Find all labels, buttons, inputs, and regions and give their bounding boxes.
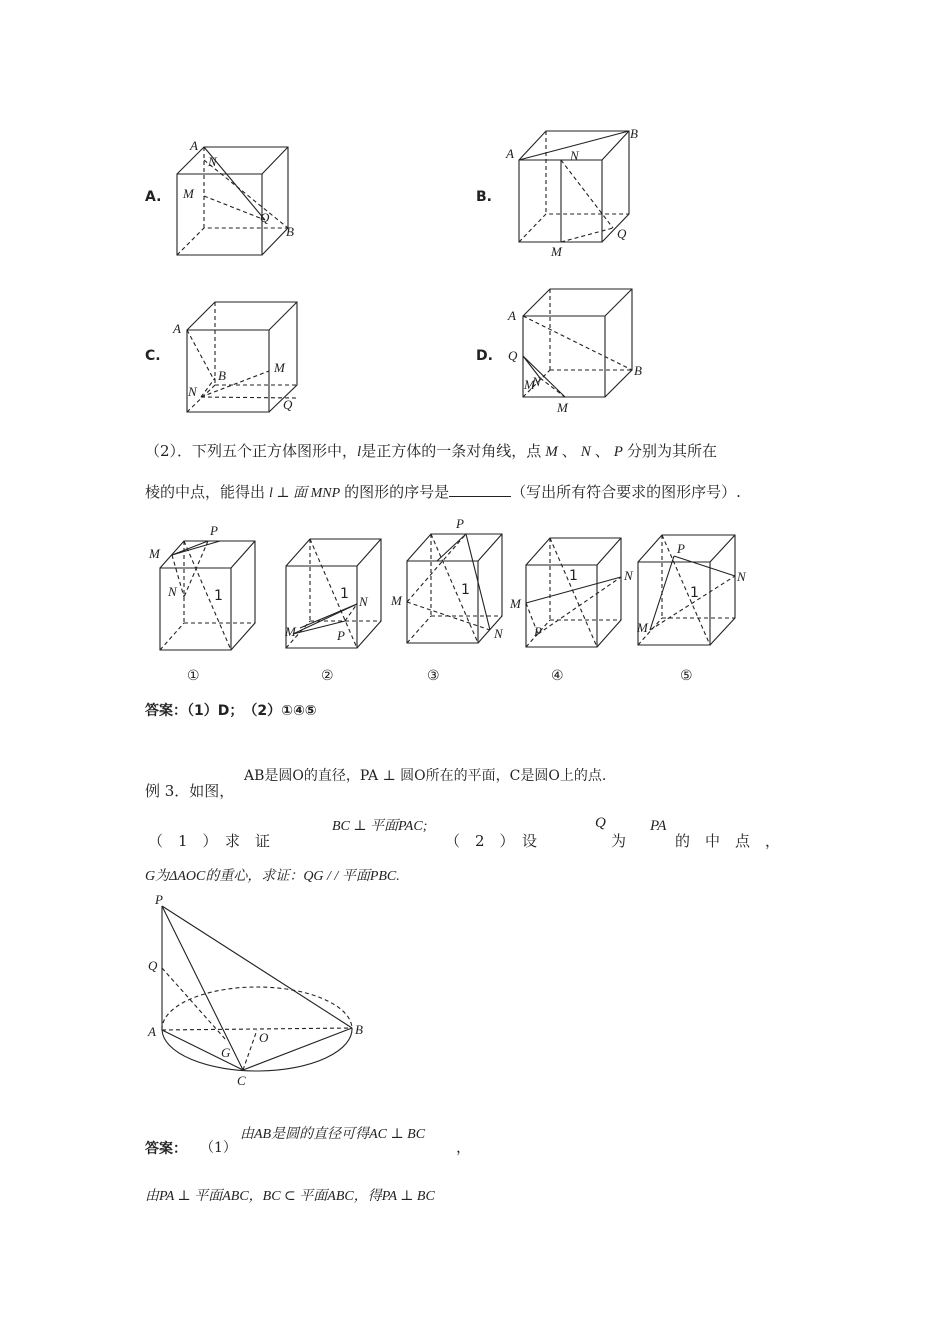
c2-P: P <box>337 628 345 643</box>
q2-line2c: （写出所有符合要求的图形序号）. <box>511 483 741 501</box>
option-c-label: C. <box>145 348 161 364</box>
ex3-p2a: （ 2 ） 设 <box>445 832 538 850</box>
pt-c-A: A <box>173 321 181 336</box>
c1-one: 1 <box>214 588 223 604</box>
fig3-P: P <box>155 892 163 907</box>
fig-label-3: ③ <box>427 668 440 684</box>
answer-2-m1: 由AB是圆的直径可得AC ⊥ BC <box>240 1127 426 1142</box>
ex3-wei: 为 <box>611 832 627 850</box>
ex3-p1m: BC ⊥ 平面PAC; <box>332 819 428 834</box>
q2-sep1: 、 <box>561 442 577 460</box>
c3-N: N <box>494 626 503 641</box>
pt-a-N: N <box>208 154 217 169</box>
fig3-A: A <box>148 1024 156 1039</box>
option-a-label: A. <box>145 189 162 205</box>
q2-M: M <box>545 444 558 460</box>
fig3-B: B <box>355 1022 363 1037</box>
ex3-title: 例 3．如图， <box>145 782 235 800</box>
c5-one: 1 <box>690 585 699 601</box>
pt-d-N: N <box>532 374 541 389</box>
fig-label-5: ⑤ <box>680 668 693 684</box>
pt-a-B: B <box>286 224 294 239</box>
q2-N: N <box>580 444 591 460</box>
q2-line2b: 的图形的序号是 <box>344 483 450 501</box>
option-d-label: D. <box>476 348 493 364</box>
c2-N: N <box>359 594 368 609</box>
answer-1-label: 答案： <box>145 703 187 719</box>
pt-c-M: M <box>274 360 285 375</box>
fig-label-4: ④ <box>551 668 564 684</box>
ex3-Q: Q <box>595 815 606 831</box>
c5-P: P <box>677 541 685 556</box>
c4-N: N <box>624 568 633 583</box>
q2-sep2: 、 <box>594 442 610 460</box>
c4-P: P <box>534 624 542 639</box>
pt-c-Q: Q <box>283 397 293 412</box>
pt-c-N: N <box>188 384 197 399</box>
pt-d-B: B <box>634 363 642 378</box>
fig-label-1: ① <box>187 668 200 684</box>
answer-2-line2: 由PA ⊥ 平面ABC，BC ⊂ 平面ABC，得PA ⊥ BC <box>145 1189 435 1204</box>
c2-M: M <box>285 624 296 639</box>
answer-2-comma: ， <box>456 1138 472 1156</box>
ex3-p2b: 的 中 点 ， <box>675 832 781 850</box>
q2-line2a: 棱的中点，能得出 <box>145 483 266 501</box>
ex3-p1: （ 1 ） 求 证 <box>148 832 271 850</box>
option-b-label: B. <box>476 189 492 205</box>
ex3-line3: G为ΔAOC的重心，求证：QG / / 平面PBC. <box>145 869 400 884</box>
c4-M: M <box>510 596 521 611</box>
pt-d-A: A <box>508 308 516 323</box>
fig3-O: O <box>259 1030 269 1045</box>
c3-M: M <box>391 593 402 608</box>
pt-b-B: B <box>630 126 638 141</box>
q2-num: （2）．下列五个正方体图形中， <box>145 442 358 460</box>
c1-P: P <box>210 523 218 538</box>
fig3-G: G <box>221 1045 231 1060</box>
answer-1-text: （1）D； （2）①④⑤ <box>187 703 317 719</box>
c4-one: 1 <box>569 568 578 584</box>
pt-a-Q: Q <box>260 210 270 225</box>
c2-one: 1 <box>340 586 349 602</box>
q2-t2: 分别为其所在 <box>626 442 717 460</box>
pt-b-N: N <box>570 148 579 163</box>
pt-d-Q: Q <box>508 348 518 363</box>
c3-P: P <box>456 516 464 531</box>
pt-d-M2: M <box>557 400 568 415</box>
q2-cond: l ⊥ 面 MNP <box>269 486 341 501</box>
fig-label-2: ② <box>321 668 334 684</box>
pt-b-M: M <box>551 244 562 259</box>
c5-N: N <box>737 569 746 584</box>
ex3-PA: PA <box>650 818 667 834</box>
pt-a-M: M <box>183 186 194 201</box>
pt-b-Q: Q <box>617 226 627 241</box>
q2-t1: 是正方体的一条对角线，点 <box>361 442 542 460</box>
c5-M: M <box>637 620 648 635</box>
pt-a-A: A <box>190 138 198 153</box>
c1-M: M <box>149 546 160 561</box>
fig3-C: C <box>237 1073 246 1088</box>
answer-2-label: 答案： <box>145 1141 187 1157</box>
pt-b-A: A <box>506 146 514 161</box>
ex3-stmt: AB是圆O的直径，PA ⊥ 圆O所在的平面，C是圆O上的点. <box>244 768 607 784</box>
q2-P: P <box>613 444 623 460</box>
q2-l: l <box>357 444 362 460</box>
pt-c-B: B <box>218 368 226 383</box>
c3-one: 1 <box>461 582 470 598</box>
pt-d-M: M <box>524 377 535 392</box>
c1-N: N <box>168 584 177 599</box>
fig3-Q: Q <box>148 958 158 973</box>
answer-2-num: （1） <box>200 1140 237 1156</box>
